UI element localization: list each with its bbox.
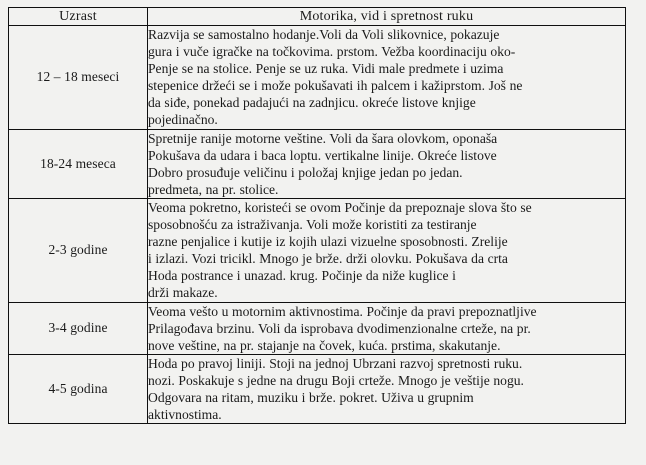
description-line: sposobnošću za istraživanja. Voli može koristiti za testiranje — [148, 217, 477, 233]
table-row — [9, 198, 626, 302]
description-line: Odgovara na ritam, muziku i brže. pokret. Uživa u grupnim — [148, 389, 474, 405]
cell-age: 2-3 godine — [9, 198, 148, 302]
description-line: Prilagođava brzinu. Voli da isprobava dvodimenzionalne crteže, na pr. — [148, 320, 531, 336]
table-row — [9, 354, 626, 423]
cell-age: 4-5 godina — [9, 354, 148, 423]
table-row — [9, 26, 626, 130]
description-line: Hoda po pravoj liniji. Stoji na jednoj Ubrzani razvoj spretnosti ruku. — [148, 355, 523, 371]
cell-description — [148, 26, 626, 130]
description-line: Dobro prosuđuje veličinu i položaj knjige jedan po jedan. — [148, 164, 463, 180]
description-line: Pokušava da udara i baca loptu. vertikalne linije. Okreće listove — [148, 147, 497, 163]
column-header-skills: Motorika, vid i spretnost ruku — [148, 8, 626, 26]
description-line: da siđe, ponekad padajući na zadnjicu. okreće listove knjige — [148, 95, 476, 111]
description-line: Veoma vešto u motornim aktivnostima. Počinje da pravi prepoznatljive — [148, 303, 537, 319]
cell-description — [148, 198, 626, 302]
cell-description — [148, 354, 626, 423]
description-line: i izlazi. Vozi tricikl. Mnogo je brže. drži olovku. Pokušava da crta — [148, 251, 508, 267]
description-line: Penje se na stolice. Penje se uz ruka. Vidi male predmete i uzima — [148, 61, 504, 77]
cell-description — [148, 129, 626, 198]
description-line: nove veštine, na pr. stajanje na čovek, kuća. prstima, skakutanje. — [148, 337, 501, 353]
description-line: nozi. Poskakuje s jedne na drugu Boji crteže. Mnogo je veštije nogu. — [148, 372, 524, 388]
description-line: predmeta, na pr. stolice. — [148, 181, 279, 197]
description-line: Veoma pokretno, koristeći se ovom Počinje da prepoznaje slova što se — [148, 199, 532, 215]
description-line: Spretnije ranije motorne veštine. Voli da šara olovkom, oponaša — [148, 130, 498, 146]
cell-description — [148, 302, 626, 354]
description-line: Razvija se samostalno hodanje.Voli da Voli slikovnice, pokazuje — [148, 27, 500, 42]
cell-age: 3-4 godine — [9, 302, 148, 354]
cell-age: 12 – 18 meseci — [9, 26, 148, 130]
table-row — [9, 302, 626, 354]
cell-age: 18-24 meseca — [9, 129, 148, 198]
description-line: Hoda postrance i unazad. krug. Počinje da niže kuglice i — [148, 268, 456, 284]
table-body — [9, 26, 626, 424]
description-line: gura i vuče igračke na točkovima. prstom. Vežba koordinaciju oko- — [148, 44, 516, 60]
description-line: aktivnostima. — [148, 407, 222, 423]
child-development-table — [8, 7, 626, 424]
table-header-row — [9, 8, 626, 26]
description-line: stepenice držeći se i može pokušavati ih palcem i kažiprstom. Još ne — [148, 78, 523, 94]
column-header-age: Uzrast — [9, 8, 148, 26]
table-header — [9, 8, 626, 26]
table-row — [9, 129, 626, 198]
description-line: pojedinačno. — [148, 112, 218, 128]
description-line: drži makaze. — [148, 285, 218, 301]
description-line: razne penjalice i kutije iz kojih ulazi vizuelne sposobnosti. Zrelije — [148, 234, 508, 250]
